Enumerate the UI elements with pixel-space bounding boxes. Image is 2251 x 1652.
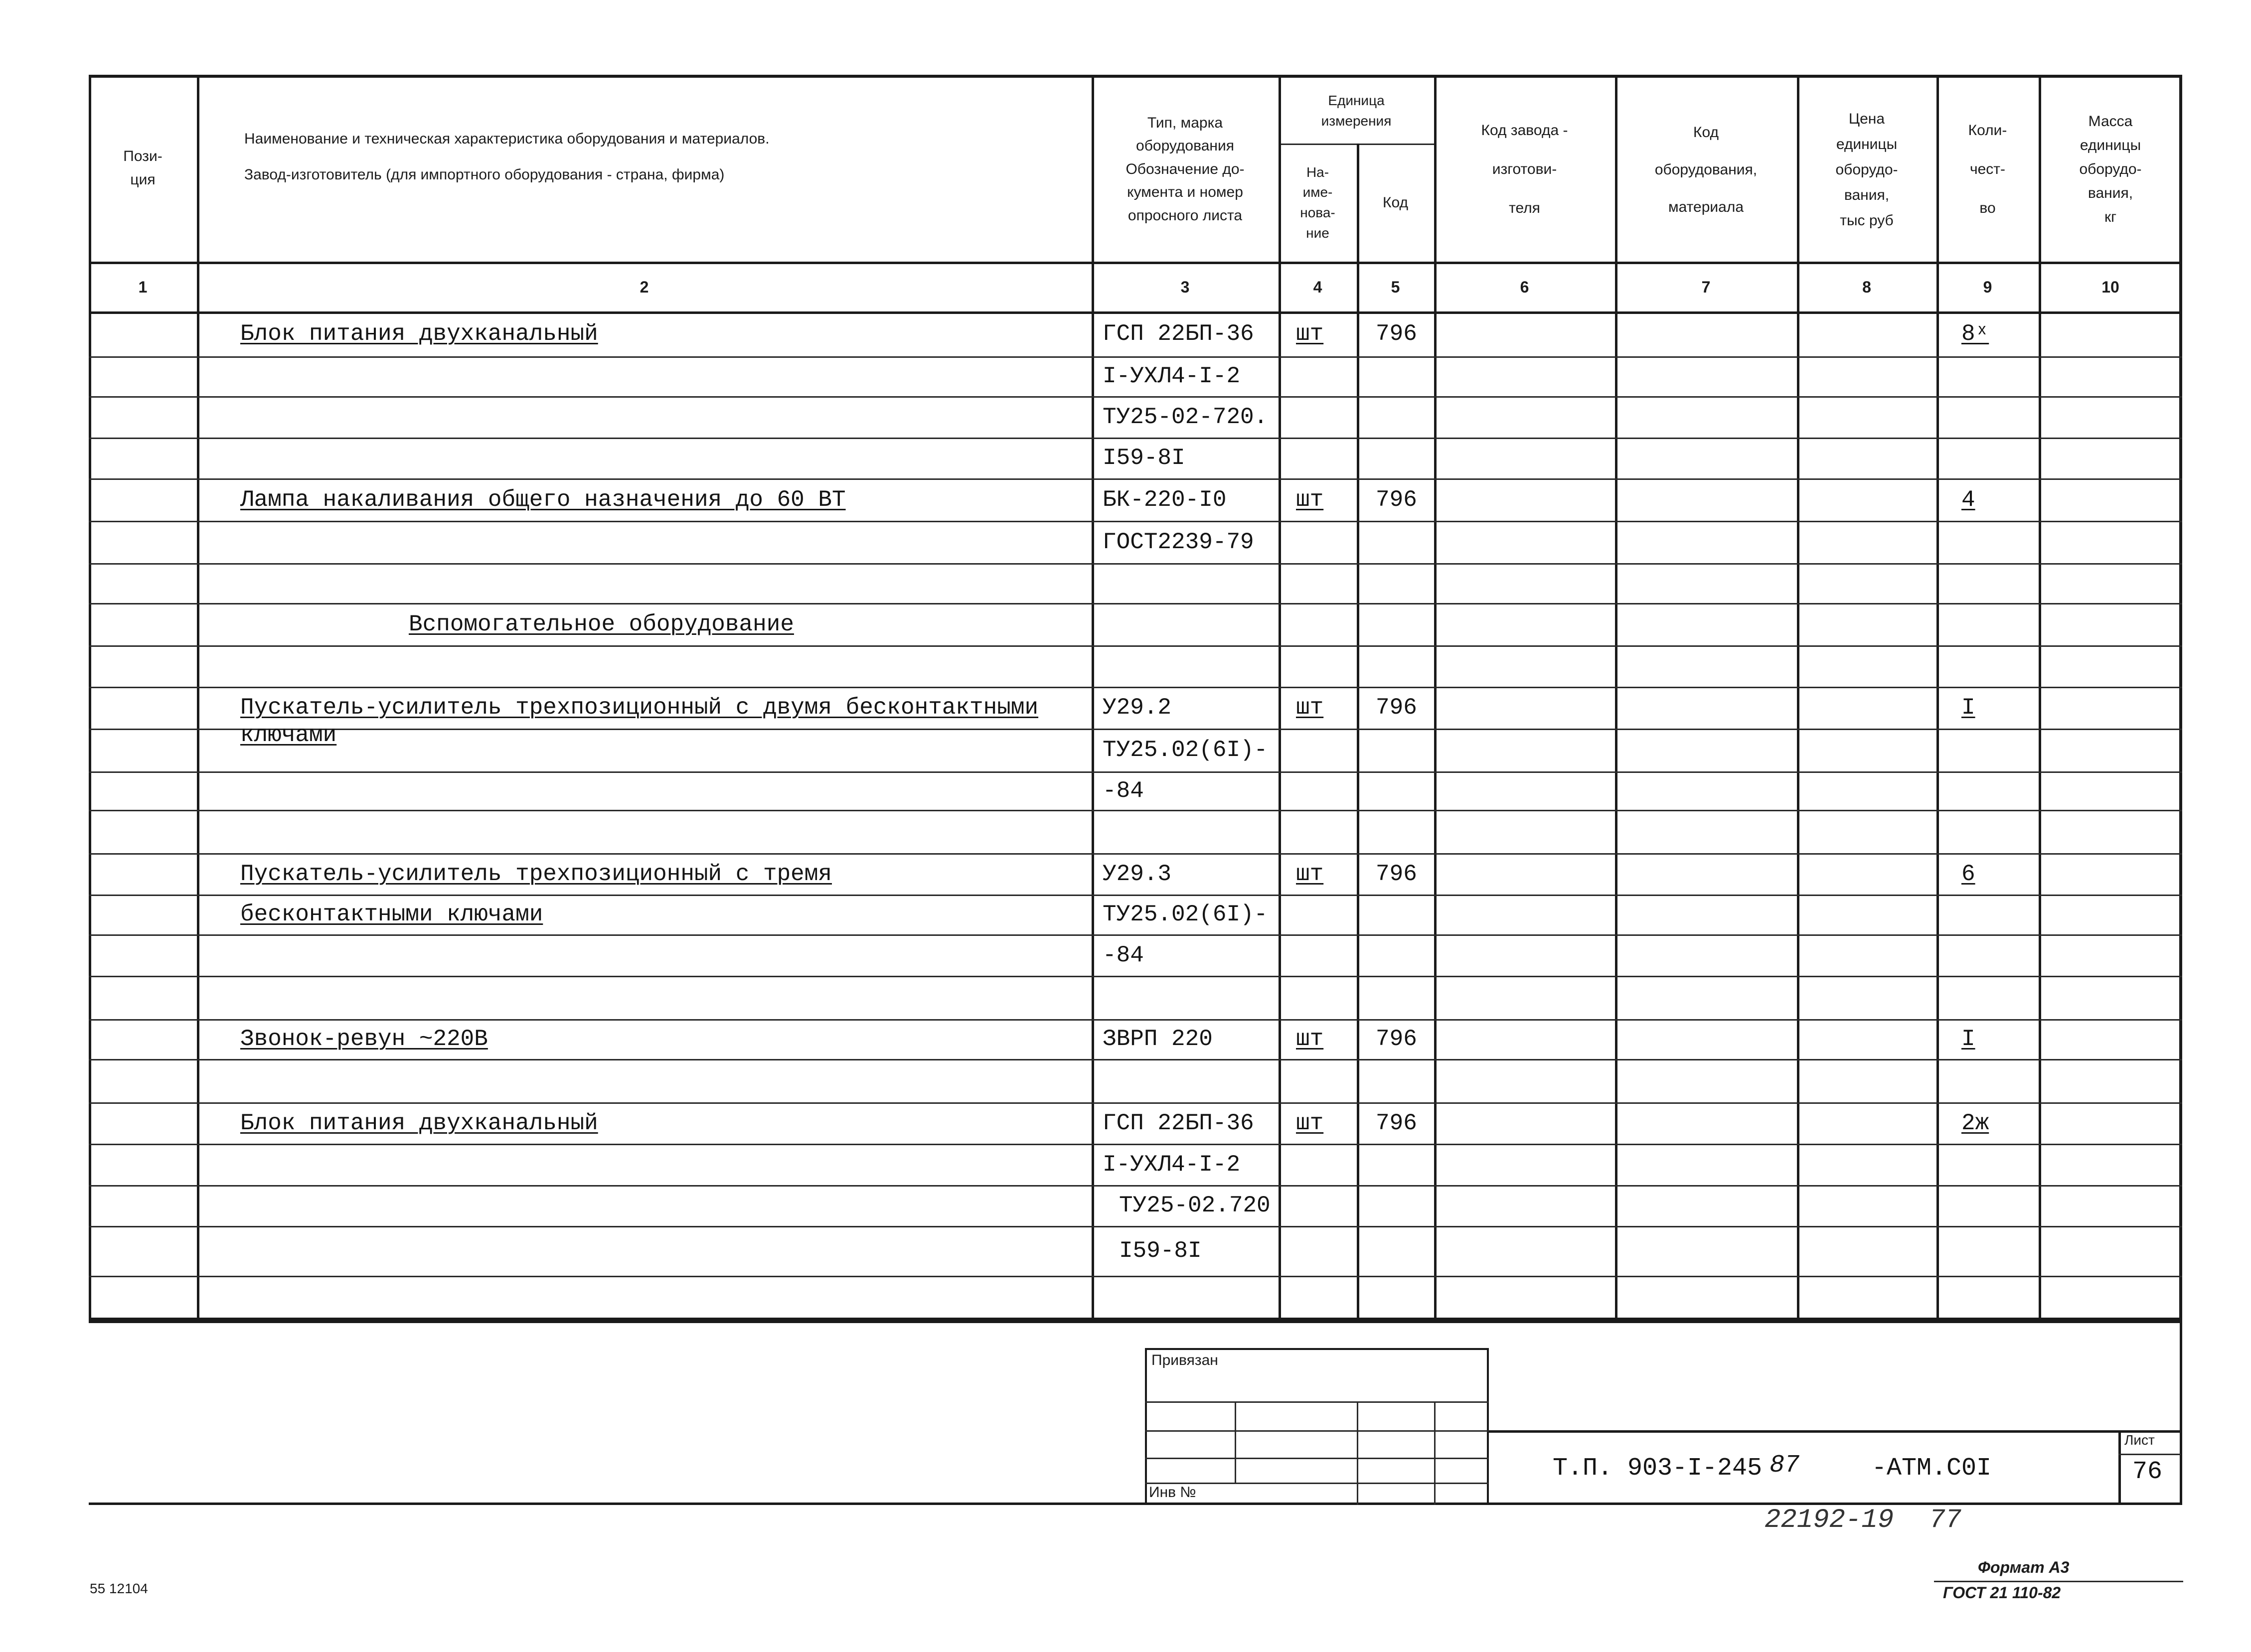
item-type: У29.3 (1103, 861, 1172, 887)
item-unit: шт (1296, 861, 1324, 887)
column-number-3: 3 (1180, 278, 1190, 296)
item-type: ТУ25-02-720. (1103, 404, 1268, 430)
col-line-10 (2039, 75, 2041, 1321)
item-type: БК-220-I0 (1103, 486, 1227, 513)
header-position: Пози- ция (123, 148, 162, 188)
header-unit-name: На- име- нова- ние (1300, 164, 1335, 241)
item-unit: шт (1296, 1026, 1324, 1052)
item-type: ЗВРП 220 (1103, 1026, 1213, 1052)
row-line (89, 1276, 2182, 1277)
column-number-10: 10 (2101, 278, 2119, 296)
row-line (89, 356, 2182, 358)
column-number-9: 9 (1983, 278, 1992, 296)
stamp-vline-1 (1235, 1401, 1236, 1483)
item-type: ГСП 22БП-36 (1103, 1110, 1254, 1136)
row-line (89, 1185, 2182, 1187)
titleblock-top-line (89, 1321, 2182, 1323)
row-line (89, 521, 2182, 522)
row-line (89, 1019, 2182, 1021)
attached-label: Привязан (1151, 1352, 1218, 1368)
stamp-line-2 (1145, 1430, 1489, 1432)
item-type: I59-8I (1119, 1238, 1202, 1264)
item-type: ГСП 22БП-36 (1103, 321, 1254, 347)
designation-prefix: Т.П. 903-I-245 (1553, 1454, 1763, 1483)
item-unit-code: 796 (1376, 1026, 1417, 1052)
row-line (89, 1102, 2182, 1104)
archive-number: 22192-19 (1765, 1505, 1894, 1535)
item-type: I-УХЛ4-I-2 (1103, 1151, 1241, 1178)
row-line (89, 934, 2182, 936)
format-underline (1934, 1581, 2183, 1582)
item-name: Пускатель-усилитель трехпозиционный с двумя бесконтактными (240, 695, 1039, 721)
item-unit-code: 796 (1376, 486, 1417, 513)
item-unit-code: 796 (1376, 321, 1417, 347)
header-plant-code: Код завода - изготови- теля (1481, 122, 1568, 216)
column-number-2: 2 (640, 278, 649, 296)
item-type: I59-8I (1103, 445, 1185, 471)
row-line (89, 1144, 2182, 1145)
designation-top-line (1489, 1430, 2182, 1433)
item-name: Блок питания двухканальный (240, 321, 598, 347)
item-quantity: I (1961, 695, 1975, 721)
designation-suffix: -АТМ.С0I (1872, 1454, 1992, 1483)
item-type: ТУ25-02.720 (1119, 1193, 1271, 1218)
item-unit: шт (1296, 321, 1324, 347)
item-quantity: I (1961, 1026, 1975, 1052)
row-line (89, 895, 2182, 896)
row-line (89, 603, 2182, 604)
row-line (89, 853, 2182, 855)
column-number-7: 7 (1701, 278, 1711, 296)
item-type: ГОСТ2239-79 (1103, 529, 1254, 555)
col-line-7 (1615, 75, 1617, 1321)
format-label: Формат А3 (1978, 1558, 2070, 1576)
header-price: Цена единицы оборудо- вания, тыс руб (1835, 110, 1898, 229)
stamp-vline-3 (1434, 1401, 1436, 1505)
header-unit-code: Код (1382, 194, 1408, 211)
item-unit-code: 796 (1376, 1110, 1417, 1136)
sheet-box-line (2118, 1430, 2121, 1505)
column-number-5: 5 (1391, 278, 1400, 296)
col-line-3 (1092, 75, 1094, 1321)
row-line (89, 771, 2182, 773)
item-quantity: 8ˣ (1961, 321, 1989, 347)
item-unit: шт (1296, 695, 1324, 721)
item-quantity: 2ж (1961, 1110, 1989, 1136)
designation-year: 87 (1769, 1451, 1800, 1480)
stamp-line-4 (1145, 1483, 1489, 1484)
item-unit: шт (1296, 486, 1324, 513)
row-line (89, 729, 2182, 730)
column-number-8: 8 (1862, 278, 1871, 296)
item-type: ТУ25.02(6I)- (1103, 737, 1268, 763)
col-line-8 (1797, 75, 1799, 1321)
item-name: Вспомогательное оборудование (409, 611, 794, 637)
header-unit-group: Единица измерения (1321, 92, 1392, 129)
inv-no-label: Инв № (1149, 1484, 1196, 1501)
item-name: ключами (240, 722, 337, 748)
header-type: Тип, марка оборудования Обозначение до- кумента и номер опросного листа (1126, 114, 1245, 224)
sheet-label: Лист (2124, 1432, 2155, 1448)
header-equipment-code: Код оборудования, материала (1654, 124, 1758, 215)
item-quantity: 6 (1961, 861, 1975, 887)
column-number-1: 1 (138, 278, 148, 296)
row-line (89, 810, 2182, 811)
column-number-4: 4 (1313, 278, 1322, 296)
item-name: Звонок-ревун ~220В (240, 1026, 488, 1052)
col-line-2 (197, 75, 199, 1321)
item-type: ТУ25.02(6I)- (1103, 901, 1268, 927)
col-line-9 (1936, 75, 1939, 1321)
item-quantity: 4 (1961, 486, 1975, 513)
item-type: -84 (1103, 777, 1144, 804)
row-line (89, 1226, 2182, 1227)
left-code: 55 12104 (90, 1581, 148, 1596)
stamp-vline-2 (1357, 1401, 1358, 1505)
item-name: Пускатель-усилитель трехпозиционный с тремя (240, 861, 832, 887)
header-quantity: Коли- чест- во (1968, 122, 2007, 216)
sheet-number: 76 (2132, 1458, 2163, 1486)
titleblock-right-line (2180, 1321, 2182, 1505)
row-line (89, 645, 2182, 647)
sheet-label-line (2118, 1454, 2181, 1455)
row-line (89, 687, 2182, 688)
row-line (89, 1059, 2182, 1060)
stamp-line-1 (1145, 1401, 1489, 1403)
item-name: Лампа накаливания общего назначения до 60 ВТ (240, 486, 846, 513)
stamp-line-3 (1145, 1458, 1489, 1459)
header-name: Наименование и техническая характеристика оборудования и материалов. Завод-изготовитель (для импортного оборудования - страна, фирма) (244, 131, 770, 183)
item-name: бесконтактными ключами (240, 901, 543, 927)
row-line (89, 976, 2182, 977)
archive-page: 77 (1929, 1505, 1961, 1535)
col-line-4 (1279, 75, 1281, 1321)
item-unit-code: 796 (1376, 695, 1417, 721)
col-line-6 (1434, 75, 1437, 1321)
header-mass: Масса единицы оборудо- вания, кг (2079, 113, 2142, 225)
unit-split-line (1279, 144, 1434, 145)
colnum-bottom-line (89, 311, 2182, 314)
row-line (89, 563, 2182, 565)
item-unit: шт (1296, 1110, 1324, 1136)
row-line (89, 396, 2182, 398)
column-number-6: 6 (1520, 278, 1529, 296)
item-name: Блок питания двухканальный (240, 1110, 598, 1136)
item-type: I-УХЛ4-I-2 (1103, 363, 1241, 389)
gost-label: ГОСТ 21 110-82 (1943, 1584, 2061, 1602)
item-type: -84 (1103, 942, 1144, 968)
attached-stamp (1145, 1348, 1489, 1505)
row-line (89, 478, 2182, 480)
item-type: У29.2 (1103, 695, 1172, 721)
row-line (89, 438, 2182, 439)
item-unit-code: 796 (1376, 861, 1417, 887)
